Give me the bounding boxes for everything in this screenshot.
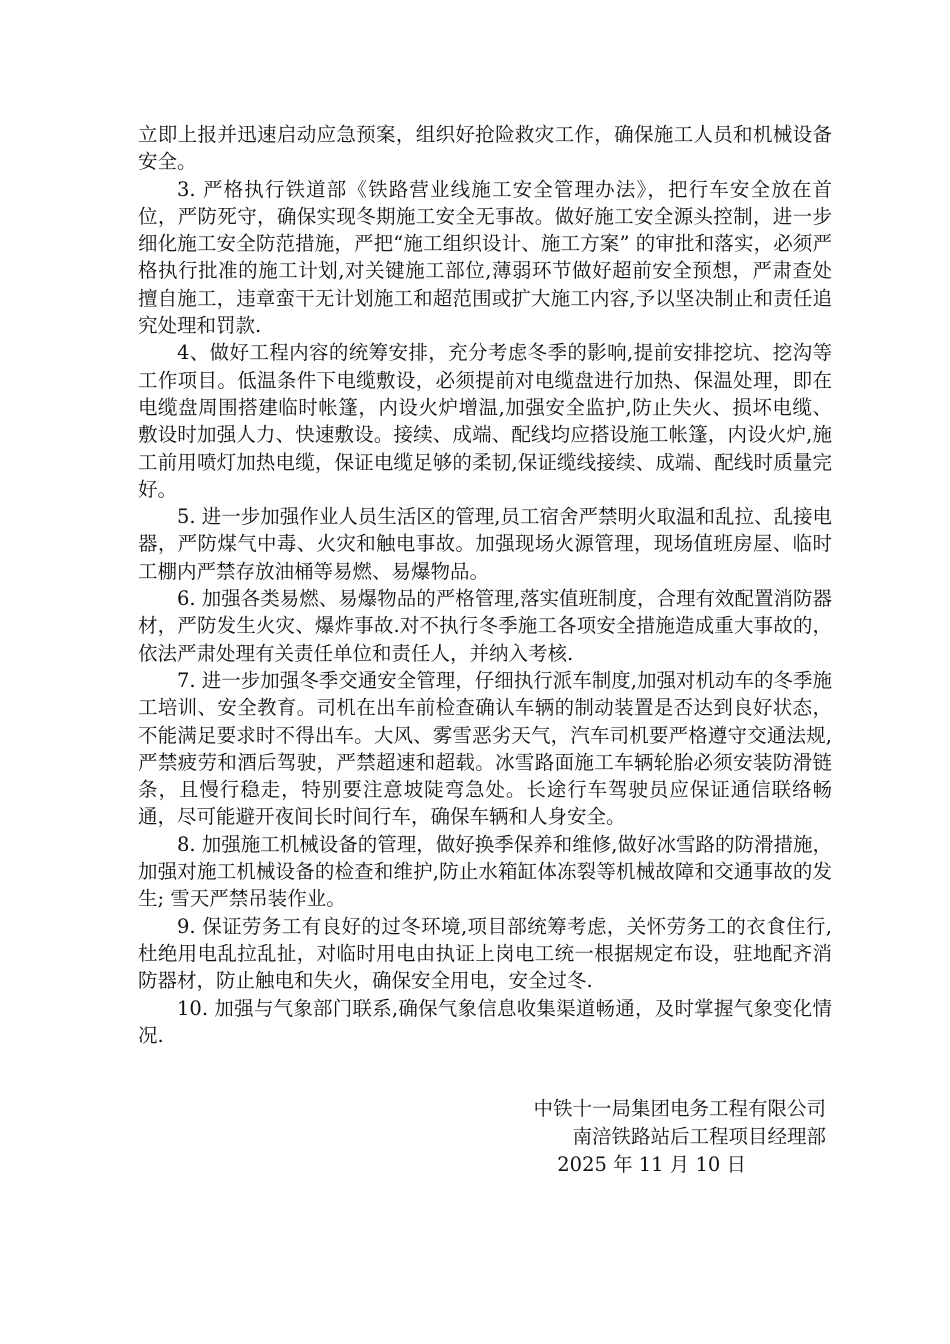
signature-date: 2025 年 11 月 10 日 — [557, 1153, 746, 1176]
paragraph-item-5: 5. 进一步加强作业人员生活区的管理,员工宿舍严禁明火取温和乱拉、乱接电器，严防煤气中毒、火灾和触电事故。加强现场火源管理，现场值班房屋、临时工棚内严禁存放油桶等易燃、易爆物品。 — [138, 505, 833, 583]
signature-company: 中铁十一局集团电务工程有限公司 — [533, 1097, 826, 1120]
paragraph-item-3: 3. 严格执行铁道部《铁路营业线施工安全管理办法》，把行车安全放在首位，严防死守，确保实现冬期施工安全无事故。做好施工安全源头控制，进一步细化施工安全防范措施，严把“施工组织设计、施工方案” 的审批和落实，必须严格执行批准的施工计划,对关键施工部位,薄弱环节做好超前安全预想，严肃查处擅自施工，违章蛮干无计划施工和超范围或扩大施工内容,予以坚决制止和责任追究处理和罚款. — [138, 177, 832, 338]
paragraph-item-6: 6. 加强各类易燃、易爆物品的严格管理,落实值班制度，合理有效配置消防器材，严防发生火灾、爆炸事故.对不执行冬季施工各项安全措施造成重大事故的，依法严肃处理有关责任单位和责任人，并纳入考核. — [138, 587, 833, 665]
paragraph-item-10: 10. 加强与气象部门联系,确保气象信息收集渠道畅通，及时掌握气象变化情况. — [138, 996, 832, 1047]
paragraph-item-8: 8. 加强施工机械设备的管理，做好换季保养和维修,做好冰雪路的防滑措施，加强对施工机械设备的检查和维护,防止水箱缸体冻裂等机械故障和交通事故的发生; 雪天严禁吊装作业。 — [138, 832, 833, 911]
paragraph-continuation: 立即上报并迅速启动应急预案，组织好抢险救灾工作，确保施工人员和机械设备安全。 — [138, 123, 832, 174]
document-body — [138, 121, 832, 1049]
paragraph-item-9: 9. 保证劳务工有良好的过冬环境,项目部统筹考虑，关怀劳务工的衣食住行,杜绝用电乱拉乱扯，对临时用电由执证上岗电工统一根据规定布设，驻地配齐消防器材，防止触电和失火，确保安全用电，安全过冬. — [138, 914, 832, 993]
signature-block — [533, 1095, 826, 1179]
signature-department: 南涪铁路站后工程项目经理部 — [572, 1125, 826, 1148]
paragraph-item-7: 7. 进一步加强冬季交通安全管理，仔细执行派车制度,加强对机动车的冬季施工培训、安全教育。司机在出车前检查确认车辆的制动装置是否达到良好状态，不能满足要求时不得出车。大风、雾雪恶劣天气，汽车司机要严格遵守交通法规,严禁疲劳和酒后驾驶，严禁超速和超载。冰雪路面施工车辆轮胎必须安装防滑链条，且慢行稳走，特别要注意坡陡弯急处。长途行车驾驶员应保证通信联络畅通，尽可能避开夜间长时间行车，确保车辆和人身安全。 — [138, 668, 833, 829]
paragraph-item-4: 4、做好工程内容的统筹安排，充分考虑冬季的影响,提前安排挖坑、挖沟等工作项目。低温条件下电缆敷设，必须提前对电缆盘进行加热、保温处理，即在电缆盘周围搭建临时帐篷，内设火炉增温,加强安全监护,防止失火、损坏电缆、敷设时加强人力、快速敷设。接续、成端、配线均应搭设施工帐篷，内设火炉,施工前用喷灯加热电缆，保证电缆足够的柔韧,保证缆线接续、成端、配线时质量完好。 — [138, 341, 832, 501]
